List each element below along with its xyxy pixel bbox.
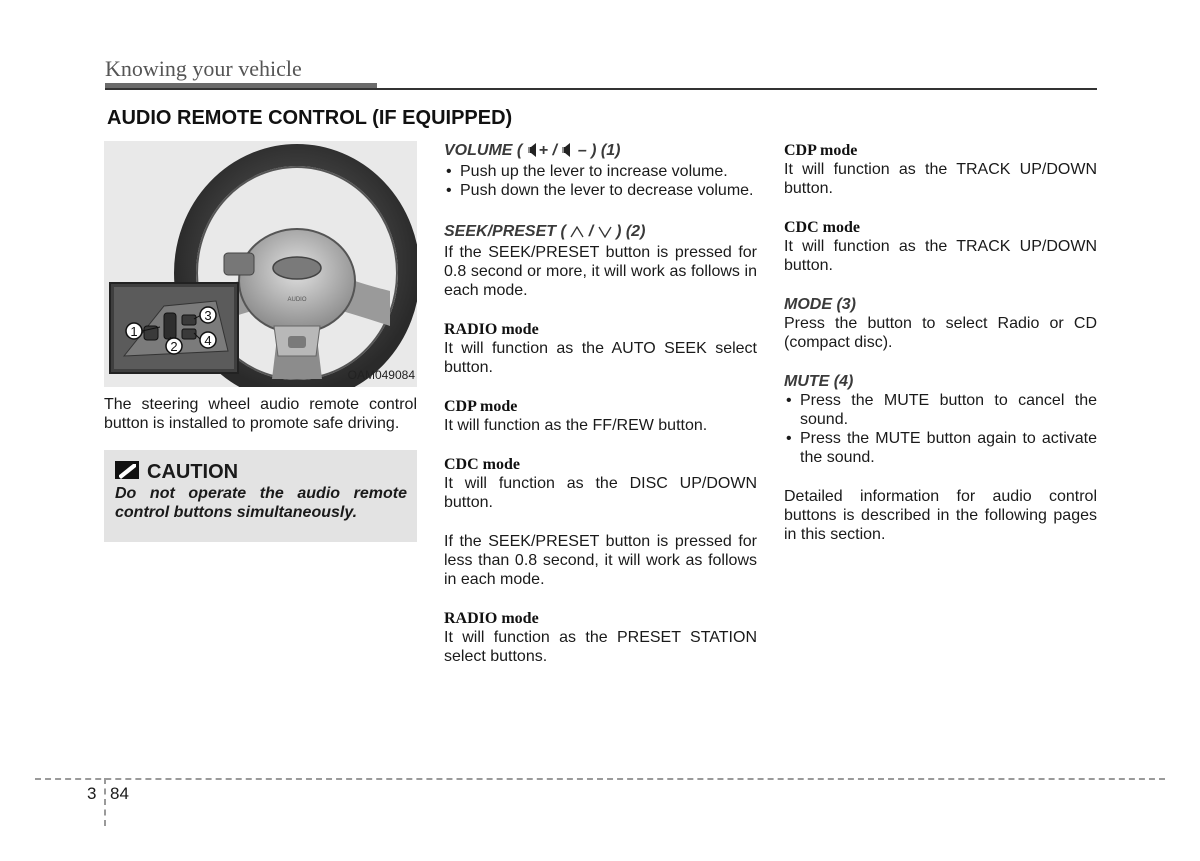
chevron-down-icon <box>598 224 612 243</box>
mode-heading: CDP mode <box>784 142 858 159</box>
callout-1 <box>126 323 142 339</box>
mode-heading: CDC mode <box>784 219 860 236</box>
callout-4 <box>200 332 216 348</box>
mode3-text: Press the button to select Radio or CD (compact disc). <box>784 315 1097 351</box>
chapter-number: 3 <box>87 784 97 803</box>
detail-text: Detailed information for audio control buttons is described in the following pages in this section. <box>784 488 1097 543</box>
speaker-icon <box>527 143 539 162</box>
seek-intro: If the SEEK/PRESET button is pressed for 0.8 second or more, it will work as follows in each mode. <box>444 244 757 299</box>
volume-list <box>444 162 757 200</box>
svg-text:3: 3 <box>204 308 212 323</box>
list-item: • Press the MUTE button to cancel the sound. <box>784 391 1097 429</box>
svg-text:4: 4 <box>204 333 212 348</box>
mode-heading: CDP mode <box>444 398 518 415</box>
figure-code: OAM049084 <box>347 368 415 382</box>
mode-heading: CDC mode <box>444 456 520 473</box>
running-header: Knowing your vehicle <box>105 56 302 81</box>
caution-title: CAUTION <box>147 460 239 483</box>
header-rule <box>105 88 1097 90</box>
column-2 <box>444 141 757 666</box>
mode-heading: RADIO mode <box>444 610 539 627</box>
chevron-up-icon <box>570 224 584 243</box>
intro-text: The steering wheel audio remote control button is installed to promote safe driving. <box>104 396 417 432</box>
wheel-badge: AUDIO <box>287 297 307 303</box>
caution-icon <box>115 461 139 484</box>
mode-text: It will function as the AUTO SEEK select button. <box>444 340 757 376</box>
mode-text: It will function as the TRACK UP/DOWN button. <box>784 161 1097 197</box>
short-press-intro: If the SEEK/PRESET button is pressed for less than 0.8 second, it will work as follows in each mode. <box>444 533 757 588</box>
list-item: • Push down the lever to decrease volume. <box>444 181 757 200</box>
list-item: • Push up the lever to increase volume. <box>444 162 757 181</box>
section-title: AUDIO REMOTE CONTROL (IF EQUIPPED) <box>107 107 513 129</box>
column-3 <box>784 141 1097 544</box>
caution-box <box>104 450 417 542</box>
caution-text: Do not operate the audio remote control buttons simultaneously. <box>115 485 407 521</box>
seek-heading: SEEK/PRESET ( / ) (2) <box>444 222 757 243</box>
volume-heading: VOLUME ( + / – ) (1) <box>444 141 757 162</box>
mute-list <box>784 391 1097 467</box>
steering-wheel-illustration <box>104 141 417 387</box>
speaker-icon <box>561 143 573 162</box>
footer-divider <box>104 778 106 826</box>
page-number: 84 <box>110 784 129 803</box>
mute-heading: MUTE (4) <box>784 373 854 390</box>
steering-wheel-figure <box>104 141 417 387</box>
svg-text:2: 2 <box>170 339 178 354</box>
callout-2 <box>166 338 182 354</box>
mode-heading: RADIO mode <box>444 321 539 338</box>
footer-rule <box>35 778 1165 780</box>
column-1 <box>104 141 417 542</box>
callout-3 <box>200 307 216 323</box>
mode-text: It will function as the TRACK UP/DOWN button. <box>784 238 1097 274</box>
svg-text:1: 1 <box>130 324 138 339</box>
list-item: • Press the MUTE button again to activate the sound. <box>784 429 1097 467</box>
mode-text: It will function as the FF/REW button. <box>444 417 708 434</box>
mode-text: It will function as the PRESET STATION select buttons. <box>444 629 757 665</box>
mode3-heading: MODE (3) <box>784 296 856 313</box>
mode-text: It will function as the DISC UP/DOWN button. <box>444 475 757 511</box>
